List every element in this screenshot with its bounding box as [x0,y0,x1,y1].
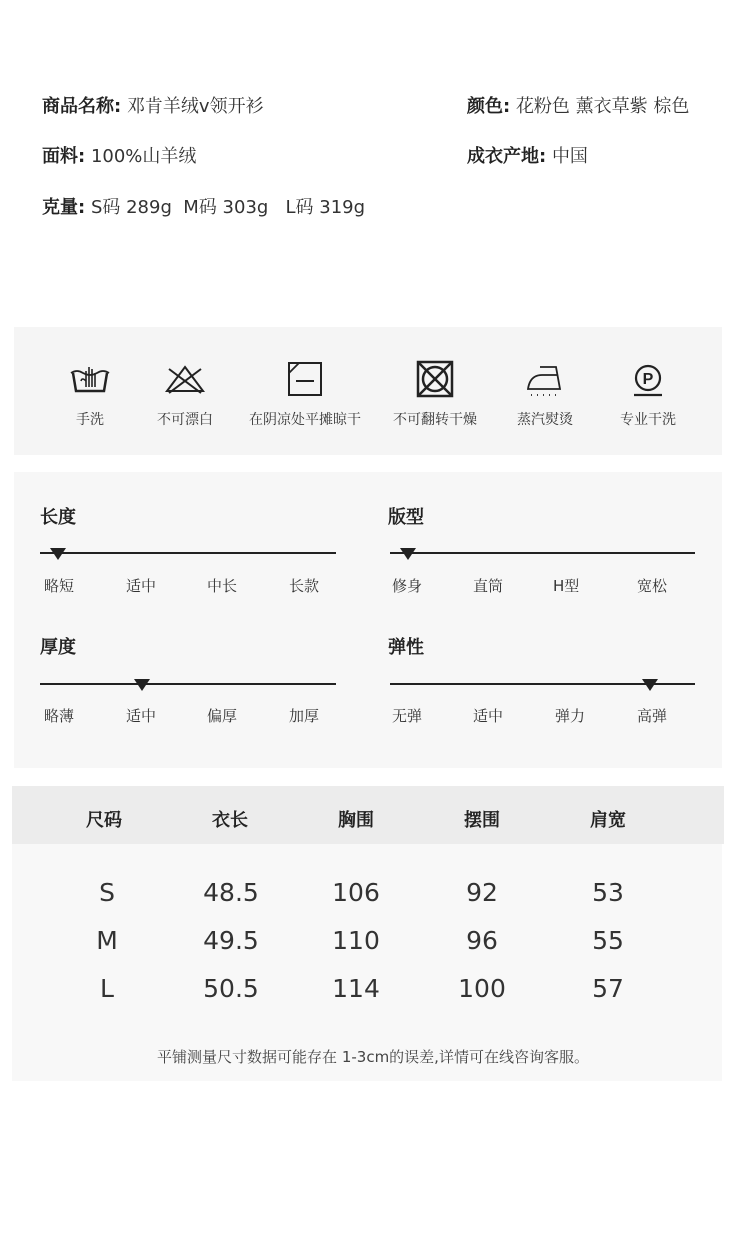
attr-fit-option: 修身 [392,577,423,595]
attr-elasticity [388,633,688,743]
attr-thickness-option: 略薄 [44,707,75,725]
size-header-cell: 肩宽 [590,810,626,831]
attr-elasticity-option: 弹力 [555,707,586,725]
size-table-header [12,786,724,844]
size-cell: M [96,926,118,955]
care-label-no-bleach: 不可漂白 [157,412,213,428]
product-color-value: 花粉色 薰衣草紫 棕色 [515,96,690,117]
care-label-hand-wash: 手洗 [76,412,104,428]
product-origin-label: 成衣产地 [467,146,539,167]
product-weight-line [42,196,365,220]
product-origin-line [467,145,588,169]
attr-thickness-marker [134,679,150,691]
product-color-label: 颜色 [467,96,503,117]
care-item-no-bleach [120,359,250,429]
size-cell: L [100,974,114,1003]
attr-thickness-option: 加厚 [289,707,320,725]
care-label-dry-clean: 专业干洗 [620,412,676,428]
size-cell: 55 [592,926,624,955]
attr-elasticity-marker [642,679,658,691]
care-label-dry-flat-shade: 在阴凉处平摊晾干 [249,412,361,428]
product-fabric-value: 100%山羊绒 [90,146,197,167]
no-bleach-icon [162,359,208,399]
attr-elasticity-option: 适中 [473,707,504,725]
size-cell: 106 [332,878,380,907]
svg-text:P: P [642,371,654,388]
size-header-cell: 衣长 [212,810,248,831]
product-name-line [42,95,264,119]
size-cell: 57 [592,974,624,1003]
size-table [12,786,722,1081]
size-header-cell: 尺码 [86,810,122,831]
attribute-panel [14,472,722,768]
attr-thickness-option: 适中 [126,707,157,725]
attr-length-marker [50,548,66,560]
product-color-line [467,95,689,119]
attr-thickness-track [40,683,336,685]
attr-fit-option: H型 [553,577,580,595]
size-cell: S [99,878,115,907]
dry-flat-in-shade-icon [282,359,328,399]
attr-fit-option: 宽松 [637,577,668,595]
product-name-value: 邓肯羊绒v领开衫 [126,96,264,117]
steam-iron-icon [522,359,568,399]
product-fabric-sep: : [78,146,86,167]
measurement-note: 平铺测量尺寸数据可能存在 1-3cm的误差,详情可在线咨询客服。 [157,1048,589,1066]
product-name-label: 商品名称 [42,96,114,117]
product-origin-value: 中国 [551,146,588,167]
attr-length [40,503,340,613]
care-label-no-tumble-dry: 不可翻转干燥 [393,412,477,428]
size-cell: 49.5 [203,926,259,955]
size-cell: 50.5 [203,974,259,1003]
size-cell: 92 [466,878,498,907]
attr-fit-track [390,552,695,554]
attr-length-option: 中长 [207,577,238,595]
size-cell: 110 [332,926,380,955]
product-fabric-line [42,145,196,169]
attr-length-track [40,552,336,554]
care-item-dry-flat-shade [240,359,370,429]
size-header-cell: 摆围 [464,810,500,831]
size-cell: 53 [592,878,624,907]
attr-elasticity-title: 弹性 [388,637,424,658]
attr-elasticity-option: 高弹 [637,707,668,725]
care-item-dry-clean [583,359,713,429]
attr-thickness-title: 厚度 [40,637,76,658]
care-instructions-panel [14,327,722,455]
attr-length-title: 长度 [40,507,76,528]
attr-fit-marker [400,548,416,560]
attr-elasticity-option: 无弹 [392,707,423,725]
product-name-sep: : [114,96,122,117]
attr-length-option: 长款 [289,577,320,595]
attr-length-option: 略短 [44,577,75,595]
attr-length-option: 适中 [126,577,157,595]
product-weight-value: S码 289g M码 303g L码 319g [90,197,366,218]
product-origin-sep: : [539,146,547,167]
attr-fit-title: 版型 [388,507,424,528]
care-label-steam-iron: 蒸汽熨烫 [517,412,573,428]
no-tumble-dry-icon [412,359,458,399]
size-cell: 114 [332,974,380,1003]
attr-fit [388,503,688,613]
product-weight-sep: : [78,197,86,218]
size-cell: 96 [466,926,498,955]
size-cell: 48.5 [203,878,259,907]
attr-fit-option: 直筒 [473,577,504,595]
attr-thickness [40,633,340,743]
size-cell: 100 [458,974,506,1003]
product-color-sep: : [503,96,511,117]
size-header-cell: 胸围 [338,810,374,831]
product-weight-label: 克量 [42,197,78,218]
attr-thickness-option: 偏厚 [207,707,238,725]
professional-dry-clean-icon [625,359,671,399]
product-fabric-label: 面料 [42,146,78,167]
hand-wash-icon [67,359,113,399]
